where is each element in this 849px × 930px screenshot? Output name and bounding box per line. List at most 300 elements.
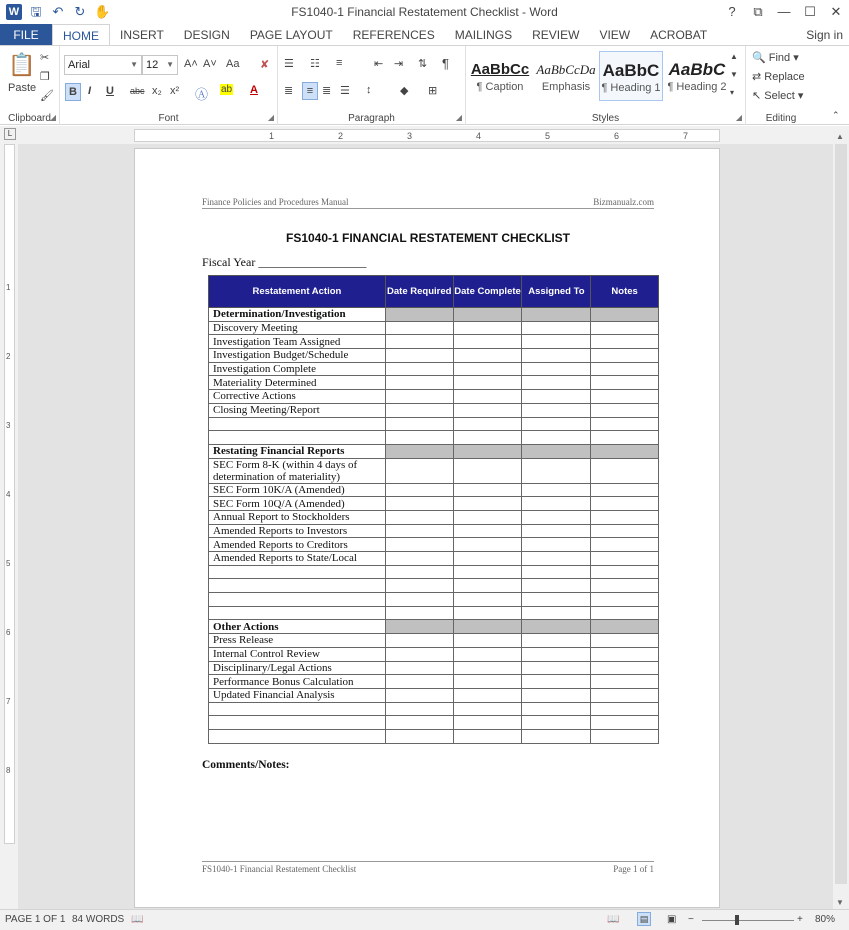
vertical-scrollbar[interactable]	[833, 130, 849, 909]
clipboard-launcher-icon[interactable]: ◢	[49, 113, 56, 122]
shaded-cell	[591, 308, 659, 322]
table-row	[209, 716, 659, 730]
table-row	[209, 647, 659, 661]
entry-cell[interactable]	[385, 403, 453, 417]
entry-cell[interactable]	[385, 458, 453, 483]
tab-acrobat[interactable]: ACROBAT	[650, 28, 708, 42]
entry-cell[interactable]	[522, 403, 591, 417]
entry-cell[interactable]	[385, 349, 453, 363]
window-controls	[719, 0, 849, 24]
entry-cell[interactable]	[453, 647, 522, 661]
entry-cell[interactable]	[453, 390, 522, 404]
action-cell[interactable]	[209, 729, 386, 743]
horizontal-ruler[interactable]	[134, 129, 720, 142]
tab-home[interactable]: HOME	[52, 24, 110, 46]
zoom-slider[interactable]	[702, 920, 794, 921]
zoom-in-icon[interactable]: +	[797, 914, 803, 925]
change-case-button[interactable]: Aa	[226, 58, 240, 70]
replace-label: Replace	[764, 71, 805, 83]
ruler-mark: 4	[476, 131, 482, 141]
entry-cell[interactable]	[453, 729, 522, 743]
section-heading: Other Actions	[209, 620, 386, 634]
font-launcher-icon[interactable]: ◢	[267, 113, 274, 122]
table-row	[209, 675, 659, 689]
entry-cell[interactable]	[453, 321, 522, 335]
action-cell[interactable]: Amended Reports to Creditors	[209, 538, 386, 552]
show-marks-button[interactable]: ¶	[442, 56, 449, 71]
entry-cell[interactable]	[385, 417, 453, 431]
entry-cell[interactable]	[591, 729, 659, 743]
entry-cell[interactable]	[591, 565, 659, 579]
multilevel-list-icon[interactable]: ≡	[336, 57, 343, 69]
entry-cell[interactable]	[453, 716, 522, 730]
table-row	[209, 376, 659, 390]
chevron-down-icon: ▼	[130, 60, 138, 69]
action-cell[interactable]: Investigation Complete	[209, 362, 386, 376]
ribbon-display-button[interactable]: ⧉	[753, 4, 763, 19]
entry-cell[interactable]	[385, 647, 453, 661]
sign-in-link[interactable]: Sign in	[806, 28, 843, 42]
read-mode-icon[interactable]: 📖	[607, 914, 620, 925]
page-footer	[202, 861, 654, 875]
shading-icon[interactable]: ◆	[400, 85, 409, 97]
entry-cell[interactable]	[453, 510, 522, 524]
action-cell[interactable]: Annual Report to Stockholders	[209, 510, 386, 524]
highlight-icon[interactable]: ab	[221, 84, 233, 95]
entry-cell[interactable]	[522, 510, 591, 524]
action-cell[interactable]: Disciplinary/Legal Actions	[209, 661, 386, 675]
action-cell[interactable]: Updated Financial Analysis	[209, 688, 386, 702]
table-row	[209, 552, 659, 566]
action-cell[interactable]	[209, 702, 386, 716]
table-row	[209, 417, 659, 431]
entry-cell[interactable]	[591, 593, 659, 607]
zoom-slider-thumb[interactable]	[735, 915, 739, 925]
ruler-mark: 8	[6, 766, 11, 775]
entry-cell[interactable]	[522, 524, 591, 538]
entry-cell[interactable]	[453, 593, 522, 607]
proofing-icon[interactable]: 📖	[131, 914, 144, 925]
paragraph-launcher-icon[interactable]: ◢	[455, 113, 462, 122]
action-cell[interactable]: Discovery Meeting	[209, 321, 386, 335]
column-header: Restatement Action	[209, 276, 386, 308]
line-spacing-icon[interactable]: ↕	[366, 84, 372, 96]
header-right: Bizmanualz.com	[593, 197, 654, 207]
style-name: ¶ Heading 2	[667, 81, 727, 93]
entry-cell[interactable]	[385, 579, 453, 593]
touch-mode-icon[interactable]: ✋	[94, 4, 111, 19]
checklist-table	[208, 275, 659, 744]
entry-cell[interactable]	[453, 552, 522, 566]
entry-cell[interactable]	[591, 417, 659, 431]
tab-file[interactable]: FILE	[0, 24, 52, 46]
collapse-ribbon-icon[interactable]: ⌃	[832, 110, 840, 120]
format-painter-icon[interactable]: 🖌	[40, 90, 54, 102]
redo-icon[interactable]: ↻	[74, 4, 86, 19]
entry-cell[interactable]	[453, 376, 522, 390]
entry-cell[interactable]	[453, 538, 522, 552]
styles-launcher-icon[interactable]: ◢	[735, 113, 742, 122]
replace-button[interactable]	[752, 70, 805, 83]
tab-selector-icon[interactable]: L	[4, 128, 16, 140]
action-cell[interactable]	[209, 417, 386, 431]
entry-cell[interactable]	[591, 702, 659, 716]
paste-button[interactable]: Paste	[8, 82, 37, 94]
maximize-button[interactable]: ☐	[804, 4, 816, 19]
sort-icon[interactable]: ⇅	[418, 58, 428, 70]
bold-button[interactable]: B	[65, 83, 81, 101]
entry-cell[interactable]	[453, 702, 522, 716]
entry-cell[interactable]	[522, 431, 591, 445]
ruler-mark: 4	[6, 490, 11, 499]
style-sample: AaBbC	[668, 60, 726, 79]
entry-cell[interactable]	[385, 335, 453, 349]
tab-review[interactable]: REVIEW	[532, 28, 580, 42]
entry-cell[interactable]	[385, 431, 453, 445]
fiscal-year-line: Fiscal Year __________________	[202, 255, 367, 269]
entry-cell[interactable]	[522, 688, 591, 702]
entry-cell[interactable]	[385, 538, 453, 552]
entry-cell[interactable]	[591, 335, 659, 349]
tab-page-layout[interactable]: PAGE LAYOUT	[249, 28, 333, 42]
section-row	[209, 308, 659, 322]
entry-cell[interactable]	[453, 497, 522, 511]
action-cell[interactable]	[209, 606, 386, 620]
select-button[interactable]: ↖ Select ▾	[752, 90, 804, 102]
style-heading-1[interactable]	[599, 51, 663, 101]
entry-cell[interactable]	[453, 349, 522, 363]
entry-cell[interactable]	[522, 729, 591, 743]
action-cell[interactable]	[209, 431, 386, 445]
entry-cell[interactable]	[385, 362, 453, 376]
entry-cell[interactable]	[453, 431, 522, 445]
shaded-cell	[522, 620, 591, 634]
cut-icon[interactable]: ✂	[40, 52, 50, 64]
entry-cell[interactable]	[522, 634, 591, 648]
entry-cell[interactable]	[385, 565, 453, 579]
underline-button[interactable]: U	[106, 85, 114, 97]
entry-cell[interactable]	[453, 524, 522, 538]
entry-cell[interactable]	[522, 458, 591, 483]
entry-cell[interactable]	[591, 321, 659, 335]
undo-icon[interactable]: ↶	[52, 4, 64, 19]
entry-cell[interactable]	[385, 510, 453, 524]
entry-cell[interactable]	[591, 538, 659, 552]
font-size-combo[interactable]	[142, 55, 178, 75]
entry-cell[interactable]	[385, 688, 453, 702]
column-header: Assigned To	[522, 276, 591, 308]
entry-cell[interactable]	[591, 675, 659, 689]
entry-cell[interactable]	[522, 390, 591, 404]
save-icon[interactable]: 🖫	[30, 4, 42, 19]
zoom-level[interactable]: 80%	[815, 914, 836, 925]
entry-cell[interactable]	[591, 579, 659, 593]
ruler-mark: 3	[407, 131, 413, 141]
align-center-icon[interactable]: ≡	[302, 82, 318, 100]
entry-cell[interactable]	[385, 376, 453, 390]
numbering-icon[interactable]: ☷	[310, 58, 320, 70]
entry-cell[interactable]	[522, 417, 591, 431]
shaded-cell	[385, 620, 453, 634]
entry-cell[interactable]	[385, 552, 453, 566]
table-row	[209, 688, 659, 702]
select-label: Select	[764, 90, 795, 102]
paste-icon[interactable]: 📋	[8, 52, 36, 77]
justify-icon[interactable]: ☰	[340, 85, 350, 97]
table-row	[209, 565, 659, 579]
entry-cell[interactable]	[522, 483, 591, 497]
help-button[interactable]: ?	[728, 4, 736, 19]
entry-cell[interactable]	[591, 524, 659, 538]
entry-cell[interactable]	[453, 417, 522, 431]
copy-icon[interactable]: ❐	[40, 71, 50, 83]
superscript-button[interactable]: x²	[170, 85, 180, 97]
entry-cell[interactable]	[385, 634, 453, 648]
document-page[interactable]	[134, 148, 720, 908]
clipboard-group	[0, 46, 60, 125]
shaded-cell	[522, 444, 591, 458]
web-layout-icon[interactable]: ▣	[667, 914, 677, 925]
action-cell[interactable]: SEC Form 10K/A (Amended)	[209, 483, 386, 497]
align-left-icon[interactable]: ≣	[284, 85, 294, 97]
ribbon-tabs	[0, 24, 849, 46]
entry-cell[interactable]	[591, 661, 659, 675]
shaded-cell	[453, 444, 522, 458]
entry-cell[interactable]	[385, 483, 453, 497]
action-cell[interactable]: Performance Bonus Calculation	[209, 675, 386, 689]
shaded-cell	[591, 620, 659, 634]
entry-cell[interactable]	[522, 565, 591, 579]
entry-cell[interactable]	[591, 688, 659, 702]
font-size-value: 12	[146, 59, 159, 71]
clear-formatting-icon[interactable]: ✘	[260, 59, 270, 71]
entry-cell[interactable]	[522, 579, 591, 593]
action-cell[interactable]: Amended Reports to Investors	[209, 524, 386, 538]
entry-cell[interactable]	[385, 675, 453, 689]
action-cell[interactable]: Amended Reports to State/Local	[209, 552, 386, 566]
entry-cell[interactable]	[591, 376, 659, 390]
entry-cell[interactable]	[522, 606, 591, 620]
tab-design[interactable]: DESIGN	[183, 28, 230, 42]
find-label: Find	[768, 52, 791, 64]
table-row	[209, 702, 659, 716]
action-cell[interactable]: Closing Meeting/Report	[209, 403, 386, 417]
entry-cell[interactable]	[453, 634, 522, 648]
italic-button[interactable]: I	[88, 85, 92, 97]
ruler-mark: 5	[6, 559, 11, 568]
entry-cell[interactable]	[385, 716, 453, 730]
action-cell[interactable]: SEC Form 8-K (within 4 days of determination of materiality)	[209, 458, 386, 483]
entry-cell[interactable]	[522, 675, 591, 689]
print-layout-icon[interactable]: ▤	[637, 912, 651, 926]
title-bar	[0, 0, 849, 24]
entry-cell[interactable]	[591, 510, 659, 524]
grow-font-button[interactable]: A˄	[184, 58, 198, 70]
action-cell[interactable]	[209, 565, 386, 579]
close-button[interactable]: ✕	[830, 4, 842, 19]
editing-label: Editing	[765, 113, 797, 124]
entry-cell[interactable]	[522, 593, 591, 607]
entry-cell[interactable]	[522, 716, 591, 730]
entry-cell[interactable]	[522, 538, 591, 552]
action-cell[interactable]	[209, 716, 386, 730]
entry-cell[interactable]	[591, 362, 659, 376]
binoculars-icon: 🔍	[752, 52, 766, 64]
table-row	[209, 431, 659, 445]
borders-icon[interactable]: ⊞	[428, 85, 438, 97]
table-row	[209, 321, 659, 335]
tab-view[interactable]: VIEW	[599, 28, 631, 42]
action-cell[interactable]: Investigation Team Assigned	[209, 335, 386, 349]
style-emphasis[interactable]	[534, 51, 598, 101]
entry-cell[interactable]	[385, 390, 453, 404]
entry-cell[interactable]	[385, 729, 453, 743]
action-cell[interactable]: Press Release	[209, 634, 386, 648]
zoom-out-icon[interactable]: −	[688, 914, 694, 925]
entry-cell[interactable]	[591, 431, 659, 445]
action-cell[interactable]	[209, 579, 386, 593]
table-row	[209, 593, 659, 607]
action-cell[interactable]: Investigation Budget/Schedule	[209, 349, 386, 363]
vertical-ruler	[0, 144, 18, 909]
entry-cell[interactable]	[591, 497, 659, 511]
entry-cell[interactable]	[591, 403, 659, 417]
editing-group	[746, 46, 816, 125]
ruler-mark: 6	[6, 628, 11, 637]
entry-cell[interactable]	[522, 552, 591, 566]
entry-cell[interactable]	[385, 321, 453, 335]
entry-cell[interactable]	[591, 634, 659, 648]
entry-cell[interactable]	[453, 579, 522, 593]
table-row	[209, 634, 659, 648]
entry-cell[interactable]	[385, 606, 453, 620]
action-cell[interactable]: Materiality Determined	[209, 376, 386, 390]
entry-cell[interactable]	[591, 483, 659, 497]
scroll-thumb[interactable]	[835, 144, 847, 884]
entry-cell[interactable]	[522, 661, 591, 675]
tab-insert[interactable]: INSERT	[120, 28, 164, 42]
style-caption[interactable]	[468, 51, 532, 101]
entry-cell[interactable]	[453, 606, 522, 620]
entry-cell[interactable]	[522, 376, 591, 390]
entry-cell[interactable]	[453, 565, 522, 579]
style-sample: AaBbCc	[470, 61, 530, 78]
paragraph-group	[278, 46, 466, 125]
word-logo-icon[interactable]: W	[6, 4, 22, 20]
tab-mailings[interactable]: MAILINGS	[454, 28, 513, 42]
shaded-cell	[385, 444, 453, 458]
decrease-indent-icon[interactable]: ⇤	[374, 58, 384, 70]
ruler-mark: 5	[545, 131, 551, 141]
entry-cell[interactable]	[385, 702, 453, 716]
entry-cell[interactable]	[453, 458, 522, 483]
action-cell[interactable]: Internal Control Review	[209, 647, 386, 661]
entry-cell[interactable]	[591, 647, 659, 661]
action-cell[interactable]	[209, 593, 386, 607]
entry-cell[interactable]	[591, 349, 659, 363]
strikethrough-button[interactable]: abc	[130, 86, 145, 96]
entry-cell[interactable]	[453, 403, 522, 417]
bullets-icon[interactable]: ☰	[284, 58, 294, 70]
ruler-mark: 2	[338, 131, 344, 141]
quick-access-toolbar	[0, 4, 110, 20]
entry-cell[interactable]	[385, 593, 453, 607]
subscript-button[interactable]: x₂	[152, 85, 162, 97]
entry-cell[interactable]	[522, 362, 591, 376]
section-row	[209, 444, 659, 458]
word-count[interactable]: 84 WORDS	[72, 914, 125, 925]
window-title: FS1040-1 Financial Restatement Checklist - Word	[291, 5, 558, 19]
cursor-icon: ↖	[752, 90, 762, 102]
entry-cell[interactable]	[591, 458, 659, 483]
text-effects-icon[interactable]: Ⓐ	[195, 87, 209, 102]
action-cell[interactable]: Corrective Actions	[209, 390, 386, 404]
tab-references[interactable]: REFERENCES	[352, 28, 435, 42]
styles-label: Styles	[591, 113, 620, 124]
styles-scroll-up-icon[interactable]: ▲	[730, 52, 738, 61]
entry-cell[interactable]	[522, 702, 591, 716]
entry-cell[interactable]	[522, 647, 591, 661]
entry-cell[interactable]	[453, 661, 522, 675]
entry-cell[interactable]	[591, 390, 659, 404]
align-right-icon[interactable]: ≣	[322, 85, 332, 97]
find-button[interactable]: 🔍 Find ▾	[752, 52, 799, 64]
entry-cell[interactable]	[522, 497, 591, 511]
entry-cell[interactable]	[385, 524, 453, 538]
styles-group	[466, 46, 746, 125]
entry-cell[interactable]	[522, 335, 591, 349]
ruler-mark: 7	[683, 131, 689, 141]
scroll-up-icon[interactable]: ▲	[836, 132, 844, 141]
table-row	[209, 390, 659, 404]
entry-cell[interactable]	[591, 606, 659, 620]
checklist-body	[209, 308, 659, 744]
entry-cell[interactable]	[385, 497, 453, 511]
scroll-down-icon[interactable]: ▼	[836, 898, 844, 907]
section-heading: Restating Financial Reports	[209, 444, 386, 458]
minimize-button[interactable]: —	[777, 4, 791, 19]
font-color-button[interactable]: A	[250, 84, 258, 96]
shaded-cell	[522, 308, 591, 322]
page-count[interactable]: PAGE 1 OF 1	[5, 914, 66, 925]
ruler-mark: 2	[6, 352, 11, 361]
font-name-combo[interactable]	[64, 55, 142, 75]
entry-cell[interactable]	[453, 688, 522, 702]
entry-cell[interactable]	[591, 552, 659, 566]
entry-cell[interactable]	[453, 362, 522, 376]
page-header	[202, 197, 654, 209]
replace-icon: ⇄	[752, 71, 762, 83]
shrink-font-button[interactable]: A˅	[203, 58, 217, 70]
entry-cell[interactable]	[522, 321, 591, 335]
entry-cell[interactable]	[453, 335, 522, 349]
styles-more-icon[interactable]: ▾	[730, 88, 735, 97]
column-header: Notes	[591, 276, 659, 308]
horizontal-ruler-row	[0, 126, 849, 144]
entry-cell[interactable]	[522, 349, 591, 363]
vertical-ruler-scale[interactable]	[4, 144, 15, 844]
entry-cell[interactable]	[591, 716, 659, 730]
entry-cell[interactable]	[453, 483, 522, 497]
action-cell[interactable]: SEC Form 10Q/A (Amended)	[209, 497, 386, 511]
entry-cell[interactable]	[385, 661, 453, 675]
style-heading-2[interactable]	[665, 51, 729, 101]
increase-indent-icon[interactable]: ⇥	[394, 58, 404, 70]
entry-cell[interactable]	[453, 675, 522, 689]
style-sample: AaBbC	[602, 61, 660, 80]
chevron-down-icon: ▼	[166, 60, 174, 69]
styles-scroll-down-icon[interactable]: ▼	[730, 70, 738, 79]
